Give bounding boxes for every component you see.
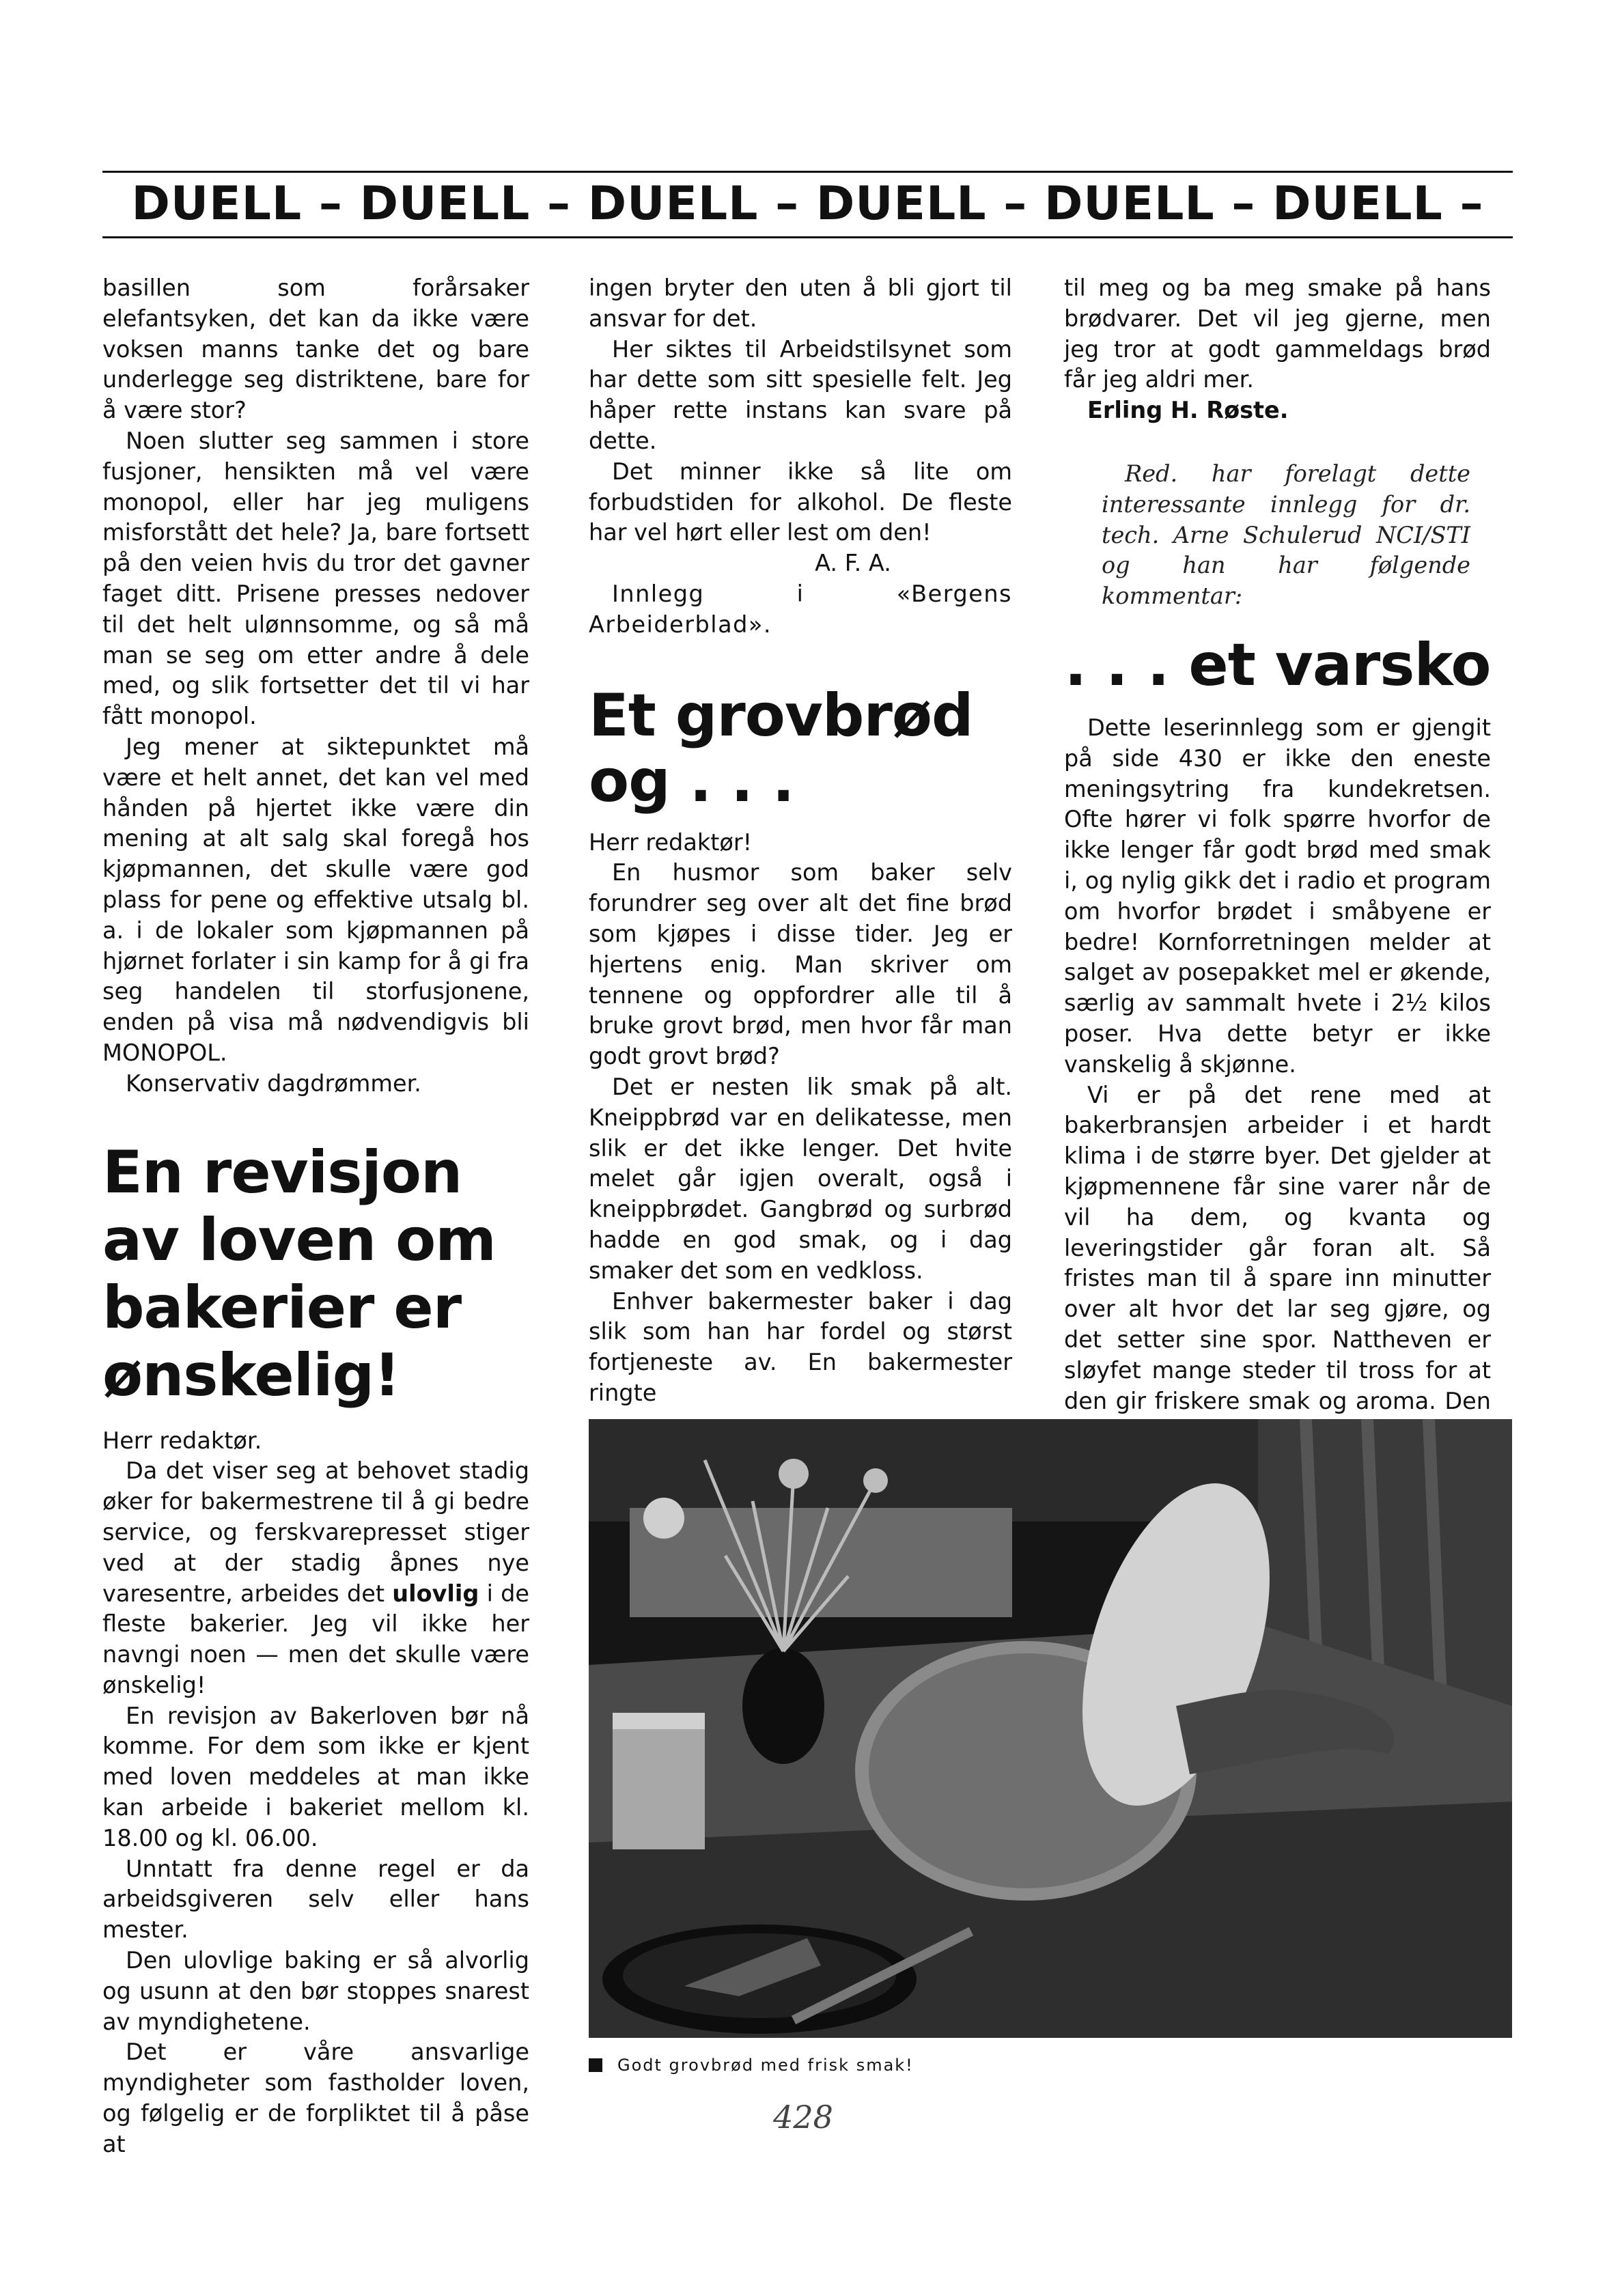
paragraph: Her siktes til Arbeidstilsynet som har dette som sitt spesielle felt. Jeg håper rette instans kan svare på dette. xyxy=(589,335,1012,454)
paragraph: Den ulovlige baking er så alvorlig og usunn at den bør stoppes snarest av myndighetene. xyxy=(102,1947,529,2035)
bold-word: ulovlig xyxy=(392,1580,479,1607)
paragraph: En revisjon av Bakerloven bør nå komme. For dem som ikke er kjent med loven meddeles at man ikke kan arbeide i bakeriet mellom kl. 18.00 og kl. 06.00. xyxy=(102,1702,529,1851)
paragraph: basillen som forårsaker elefantsyken, det kan da ikke være voksen manns tanke det og bare underlegge seg distriktene, bare for å være stor? xyxy=(102,275,529,424)
paragraph: Vi er på det rene med at bakerbransjen arbeider i et hardt klima i de større byer. Det gjelder at kjøpmennene får sine varer når de vil ha dem, og kvanta og leveringstider går foran alt. Så fristes man til å spare inn minutter over alt hvor det lar seg gjøre, og det setter sine spor. Nattheven er sløyfet mange steder til tross for at den gir friskere smak og aroma. Den xyxy=(1064,1081,1491,1414)
paragraph: En husmor som baker selv forundrer seg over alt det fine brød som kjøpes i disse tider. Jeg er hjertens enig. Man skriver om tennene og oppfordrer alle til å bruke grovt brød, men hvor får man godt grovt brød? xyxy=(589,859,1012,1070)
paragraph: Det minner ikke så lite om forbudstiden for alkohol. De fleste har vel hørt eller lest om den! xyxy=(589,458,1012,546)
headline-revisjon xyxy=(102,1139,529,1410)
salutation: Herr redaktør. xyxy=(102,1427,262,1454)
paragraph: Jeg mener at siktepunktet må være et helt annet, det kan vel med hånden på hjertet ikke være din mening at alt salg skal foregå hos kjøpmannen, det skulle være god plass for pene og effektive utsalg bl. a. i de lokaler som kjøpmannen på hjørnet forlater i sin kamp for å gi fra seg handelen til storfusjonene, enden på visa må nødvendigvis bli MONOPOL. xyxy=(102,733,529,1066)
headline-line: og . . . xyxy=(589,746,794,815)
signature: A. F. A. xyxy=(815,550,891,577)
paragraph: Det er våre ansvarlige myndigheter som fastholder loven, og følgelig er de forpliktet til å påse at xyxy=(102,2039,529,2157)
column-left xyxy=(102,273,529,2160)
salutation: Herr redaktør! xyxy=(589,828,753,856)
headline-line: En revisjon xyxy=(102,1138,462,1207)
headline-varsko: . . . et varsko xyxy=(1064,630,1491,699)
paragraph: Noen slutter seg sammen i store fusjoner, hensikten må vel være monopol, eller har jeg muligens misforstått det hele? Ja, bare fortsett på den veien hvis du tror det gavner faget ditt. Prisene presses nedover til det helt ulønnsomme, og så må man se seg om etter andre å dele med, og slik fortsetter det til vi har fått monopol. xyxy=(102,427,529,730)
source-line: Innlegg i «Bergens Arbeiderblad». xyxy=(589,580,1012,638)
signature: Konservativ dagdrømmer. xyxy=(126,1069,421,1097)
headline-line: av loven om xyxy=(102,1205,496,1274)
headline-line: Et grovbrød xyxy=(589,681,973,750)
editor-note: Red. har forelagt dette interessante innlegg for dr. tech. Arne Schulerud NCI/STI og han har følgende kommentar: xyxy=(1102,460,1470,610)
paragraph: Enhver bakermester baker i dag slik som han har fordel og størst fortjeneste av. En bakermester ringte xyxy=(589,1287,1012,1406)
paragraph: til meg og ba meg smake på hans brødvarer. Det vil jeg gjerne, men jeg tror at godt gammeldags brød får jeg aldri mer. xyxy=(1064,275,1491,393)
caption-bullet-icon xyxy=(589,2058,602,2072)
header-top-rule xyxy=(102,171,1513,173)
column-middle xyxy=(589,273,1012,1409)
signature: Erling H. Røste. xyxy=(1087,397,1289,424)
headline-line: ønskelig! xyxy=(102,1341,400,1410)
header-bottom-rule xyxy=(102,236,1513,238)
page-header: DUELL – DUELL – DUELL – DUELL – DUELL – DUELL – xyxy=(131,177,1484,231)
paragraph: Det er nesten lik smak på alt. Kneippbrød var en delikatesse, men slik er det ikke lenger. Det hvite melet går igjen overalt, også i kneippbrødet. Gangbrød og surbrød hadde en god smak, og i dag smaker det som en vedkloss. xyxy=(589,1073,1012,1284)
paragraph: Dette leserinnlegg som er gjengit på side 430 er ikke den eneste meningsytring fra kundekretsen. Ofte hører vi folk spørre hvorfor de ikke lenger får godt brød med smak i, og nylig gikk det i radio et program om hvorfor brødet i småbyene er bedre! Kornforretningen melder at salget av posepakket mel er økende, særlig av sammalt hvete i 2½ kilos poser. Hva dette betyr er ikke vanskelig å skjønne. xyxy=(1064,714,1491,1078)
paragraph: ingen bryter den uten å bli gjort til ansvar for det. xyxy=(589,275,1012,332)
headline-line: bakerier er xyxy=(102,1273,462,1342)
photo-caption: Godt grovbrød med frisk smak! xyxy=(589,2056,914,2075)
column-right xyxy=(1064,273,1491,1447)
bread-photo-illustration xyxy=(589,1419,1512,2038)
paragraph: Unntatt fra denne regel er da arbeidsgiveren selv eller hans mester. xyxy=(102,1855,529,1944)
paragraph: Da det viser seg at behovet stadig øker for bakermestrene til å gi bedre service, og ferskvarepresset stiger ved at der stadig åpnes nye varesentre, arbeides det ulovlig i de fleste bakerier. Jeg vil ikke her navngi noen — men det skulle være ønskelig! xyxy=(102,1457,530,1698)
headline-grovbrod xyxy=(589,683,1012,814)
page-number: 428 xyxy=(773,2099,833,2136)
bread-photo xyxy=(589,1419,1512,2038)
